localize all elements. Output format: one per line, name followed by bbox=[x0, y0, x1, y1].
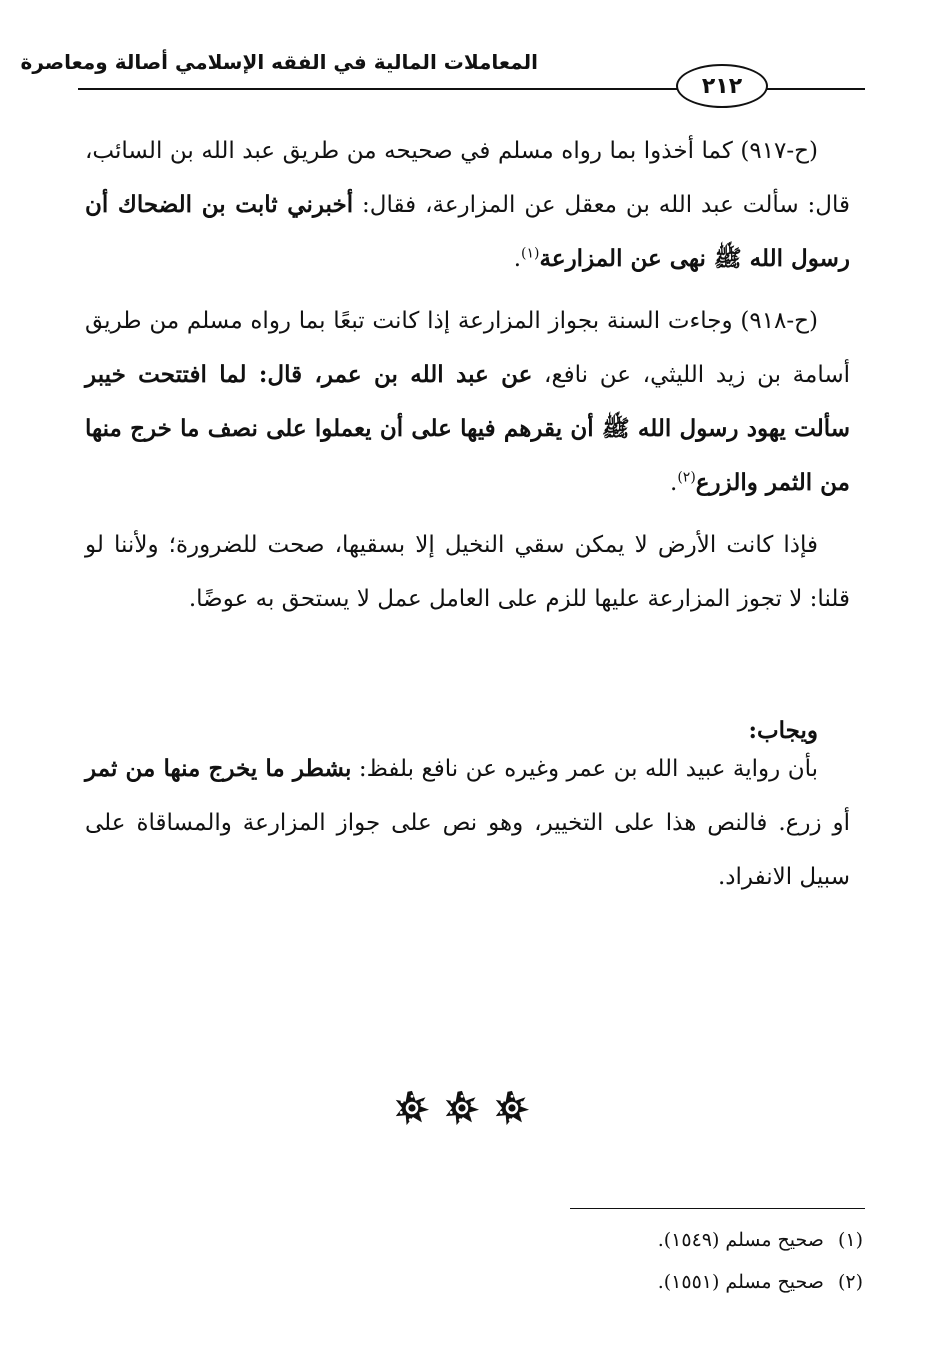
heading-text: ويجاب: bbox=[748, 717, 818, 744]
footnote-number: (٢) bbox=[837, 1271, 863, 1293]
bold-quote: بشطر ما يخرج منها من ثمر bbox=[85, 755, 352, 782]
footnote-1 bbox=[658, 1226, 863, 1254]
paragraph-text: (ح-٩١٨) وجاءت السنة بجواز المزارعة إذا كانت تبعًا بما رواه مسلم من طريق أسامة بن زيد الليثي، عن نافع، bbox=[85, 308, 850, 388]
paragraph-end: . bbox=[670, 470, 678, 496]
star-flower-ornament-icon bbox=[444, 1090, 480, 1126]
bold-quote: عن عبد الله بن عمر، قال: لما افتتحت خيبر سألت يهود رسول الله ﷺ أن يقرهم فيها على أن يعملوا على نصف ما خرج منها من الثمر والزرع bbox=[85, 361, 850, 496]
page-number: ٢١٢ bbox=[676, 64, 768, 108]
footnote-text: صحيح مسلم (١٥٤٩). bbox=[657, 1229, 824, 1251]
paragraph-hadith-918 bbox=[85, 294, 850, 510]
paragraph-end: . bbox=[513, 246, 522, 272]
star-flower-ornament-icon bbox=[394, 1090, 430, 1126]
paragraph-text: (ح-٩١٧) كما أخذوا بما رواه مسلم في صحيحه من طريق عبد الله بن السائب، قال: سألت عبد الله بن معقل عن المزارعة، فقال: bbox=[85, 138, 850, 218]
running-header-title: المعاملات المالية في الفقه الإسلامي أصالة ومعاصرة bbox=[20, 50, 538, 74]
footnote-ref-2: (٢) bbox=[677, 469, 696, 486]
paragraph-hadith-917 bbox=[85, 124, 850, 286]
bold-quote: أخبرني ثابت بن الضحاك أن رسول الله ﷺ نهى عن المزارعة bbox=[85, 191, 850, 272]
paragraph-text-end: أو زرع. فالنص هذا على التخيير، وهو نص على جواز المزارعة والمساقاة على سبيل الانفراد. bbox=[85, 810, 850, 890]
star-flower-ornament-icon bbox=[494, 1090, 530, 1126]
footnote-number: (١) bbox=[837, 1229, 863, 1251]
footnote-2 bbox=[658, 1268, 863, 1296]
footnote-separator bbox=[570, 1208, 865, 1209]
paragraph-text: بأن رواية عبيد الله بن عمر وغيره عن نافع بلفظ: bbox=[351, 756, 818, 782]
paragraph-text: فإذا كانت الأرض لا يمكن سقي النخيل إلا بسقيها، صحت للضرورة؛ ولأننا لو قلنا: لا تجوز المزارعة عليها للزم على العامل عمل لا يستحق به عوضًا. bbox=[85, 532, 850, 612]
paragraph-response bbox=[85, 742, 850, 904]
footnote-text: صحيح مسلم (١٥٥١). bbox=[657, 1271, 824, 1293]
paragraph-necessity bbox=[85, 518, 850, 626]
section-divider-ornaments bbox=[394, 1088, 530, 1128]
footnote-ref-1: (١) bbox=[521, 245, 540, 262]
